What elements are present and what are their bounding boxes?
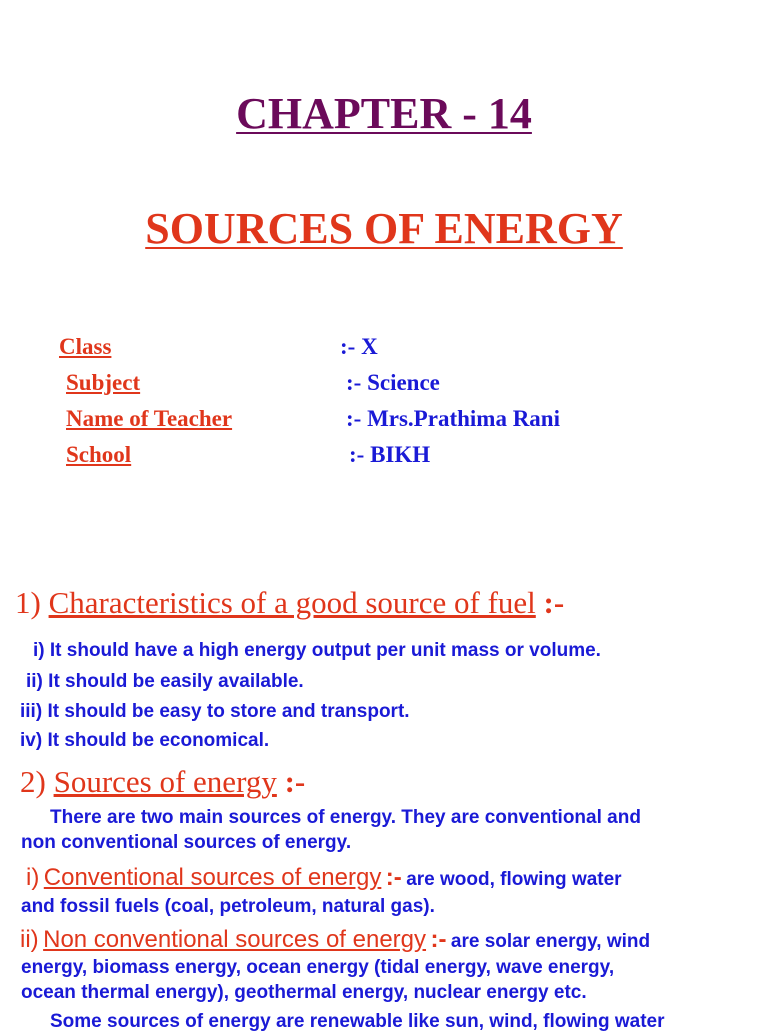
section2-intro-line: There are two main sources of energy. They are conventional and xyxy=(50,807,641,828)
non-conventional-heading: Non conventional sources of energy xyxy=(43,926,427,953)
conventional-text: are wood, flowing water xyxy=(406,869,622,890)
non-conventional-text-line: ocean thermal energy), geothermal energy, nuclear energy etc. xyxy=(21,982,587,1003)
section2-heading xyxy=(20,764,305,800)
conventional-text-line: and fossil fuels (coal, petroleum, natural gas). xyxy=(21,896,435,917)
non-conventional-text: are solar energy, wind xyxy=(450,931,651,952)
section1-heading xyxy=(15,585,564,621)
info-value-school: :- BIKH xyxy=(349,442,431,467)
non-conventional-line xyxy=(20,926,650,954)
non-conventional-text-line: energy, biomass energy, ocean energy (tidal energy, wave energy, xyxy=(21,957,615,978)
non-conventional-suffix: :- xyxy=(430,926,447,953)
non-conventional-number: ii) xyxy=(20,926,39,953)
section2-heading-suffix: :- xyxy=(284,764,306,799)
info-value-subject: :- Science xyxy=(346,370,440,395)
section2-intro-line: non conventional sources of energy. xyxy=(21,832,352,853)
conventional-suffix: :- xyxy=(385,864,402,891)
section1-item: iii) It should be easy to store and transport. xyxy=(20,701,410,722)
section1-heading-text: Characteristics of a good source of fuel xyxy=(48,585,536,620)
section2-number: 2) xyxy=(20,764,46,799)
section1-heading-suffix: :- xyxy=(543,585,565,620)
section1-item: ii) It should be easily available. xyxy=(26,671,304,692)
renewable-line: Some sources of energy are renewable like sun, wind, flowing water xyxy=(50,1011,665,1032)
info-value-teacher: :- Mrs.Prathima Rani xyxy=(346,406,560,431)
conventional-line xyxy=(26,864,622,892)
section1-number: 1) xyxy=(15,585,41,620)
section1-item: iv) It should be economical. xyxy=(20,730,270,751)
conventional-heading: Conventional sources of energy xyxy=(43,864,382,891)
info-value-class: :- X xyxy=(340,334,378,359)
section1-item: i) It should have a high energy output per unit mass or volume. xyxy=(33,640,601,661)
page-title: SOURCES OF ENERGY xyxy=(145,204,623,253)
info-label-school: School xyxy=(66,442,132,467)
chapter-title: CHAPTER - 14 xyxy=(236,89,532,138)
info-label-class: Class xyxy=(59,334,112,359)
conventional-number: i) xyxy=(26,864,40,891)
info-label-teacher: Name of Teacher xyxy=(66,406,233,431)
info-label-subject: Subject xyxy=(66,370,141,395)
section2-heading-text: Sources of energy xyxy=(53,764,277,799)
